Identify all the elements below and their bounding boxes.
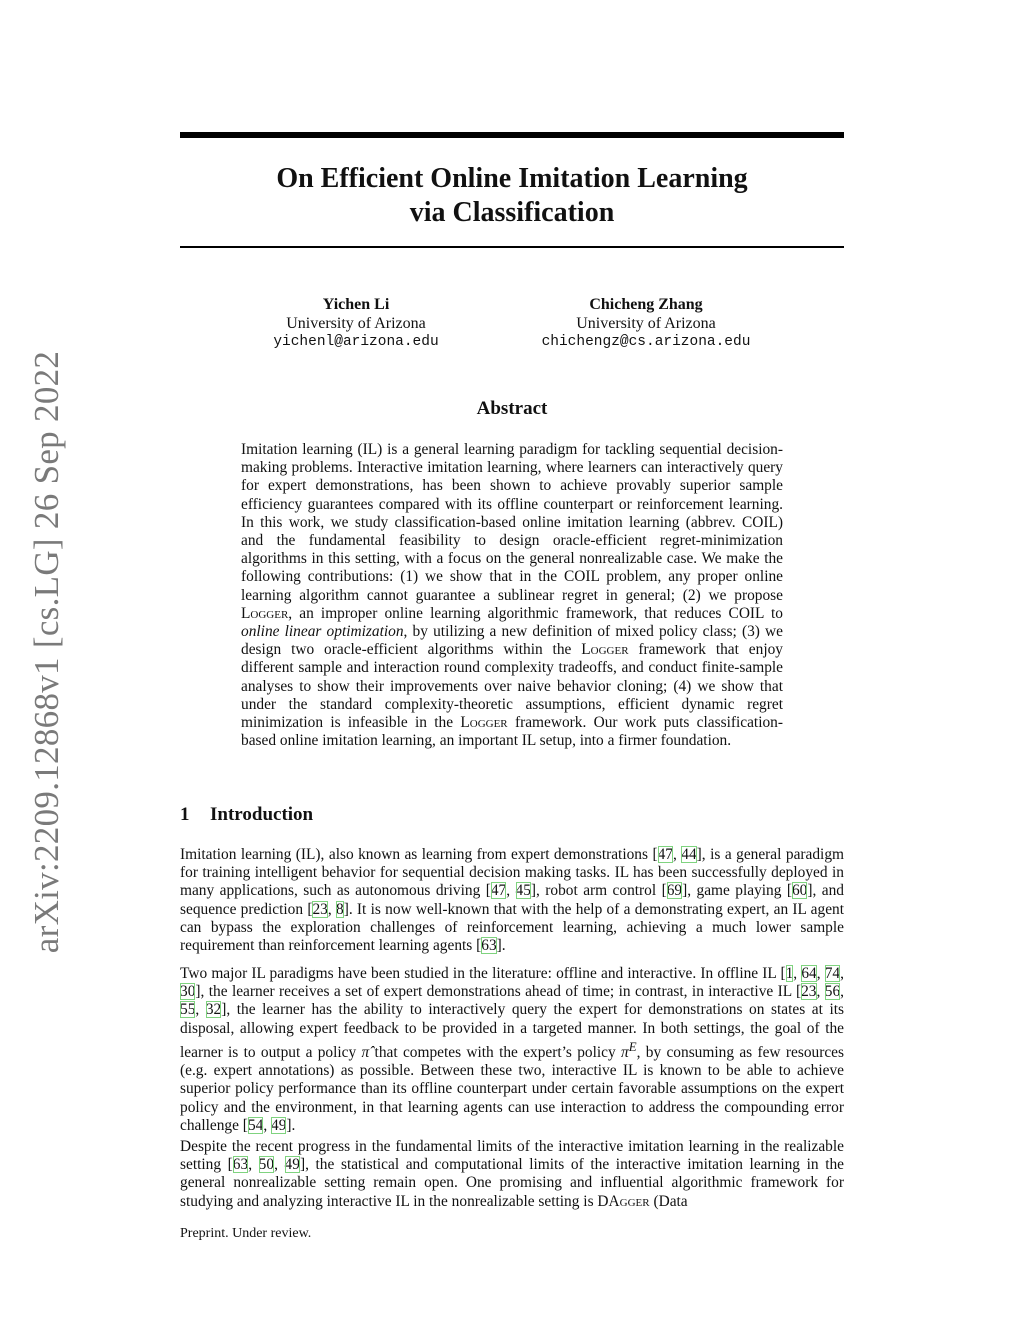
paragraph-text: ], the learner has the ability to interactively query the expert for demonstrations on states at its disposal, allowing expert feedback to be provided in a targeted manner. In both settings, the goal of the learner is to output a policy bbox=[180, 1001, 844, 1061]
citation-link[interactable]: 23 bbox=[801, 983, 817, 1001]
citation-link[interactable]: 56 bbox=[824, 983, 841, 1001]
citation-separator: , bbox=[248, 1156, 259, 1174]
logger-name: Logger bbox=[460, 714, 508, 732]
citation-separator: , bbox=[793, 965, 802, 982]
abstract-text: framework. Our work puts classification-based online imitation learning, an important IL setup, into a firmer foundation. bbox=[241, 714, 783, 750]
citation-link[interactable]: 44 bbox=[681, 846, 697, 863]
arxiv-sidebar-stamp bbox=[20, 0, 74, 1325]
citation-link[interactable]: 23 bbox=[312, 900, 328, 918]
paragraph-text: Despite the recent progress in the fundamental limits of the interactive imitation learning in the realizable setting [ bbox=[180, 1138, 844, 1174]
citation-link[interactable]: 63 bbox=[232, 1156, 249, 1174]
dagger-name: DAgger bbox=[597, 1192, 650, 1210]
citation-separator: , bbox=[327, 900, 336, 918]
arxiv-identifier: arXiv:2209.12868v1 [cs.LG] 26 Sep 2022 bbox=[27, 350, 66, 954]
citation-link[interactable]: 45 bbox=[515, 882, 531, 900]
paragraph-text: Imitation learning (IL), also known as learning from expert demonstrations [ bbox=[180, 846, 658, 863]
intro-paragraph-3 bbox=[180, 1138, 844, 1211]
expert-superscript: E bbox=[628, 1039, 637, 1054]
citation-link[interactable]: 49 bbox=[271, 1116, 287, 1134]
citation-separator: , bbox=[263, 1116, 272, 1134]
title-line-1: On Efficient Online Imitation Learning bbox=[276, 163, 748, 194]
paragraph-text: ], the learner receives a set of expert demonstrations ahead of time; in contrast, in interactive IL [ bbox=[195, 983, 802, 1001]
citation-separator: , bbox=[840, 983, 844, 1001]
abstract-body bbox=[241, 441, 783, 750]
title-rule-bottom bbox=[180, 246, 844, 248]
citation-separator: , bbox=[672, 846, 682, 863]
title-line-2: via Classification bbox=[409, 197, 615, 228]
citation-link[interactable]: 47 bbox=[490, 882, 507, 900]
citation-link[interactable]: 47 bbox=[657, 846, 673, 863]
section-number: 1 bbox=[180, 804, 190, 825]
paper-title bbox=[180, 162, 844, 230]
paragraph-text: Two major IL paradigms have been studied in the literature: offline and interactive. In offline IL [ bbox=[180, 965, 786, 982]
paragraph-text: that competes with the expert’s policy bbox=[369, 1043, 622, 1061]
footer-note: Preprint. Under review. bbox=[180, 1226, 312, 1241]
paragraph-text: ]. It is now well-known that with the help of a demonstrating expert, an IL agent can bypass the exploration challenges of reinforcement learning, achieving a much lower sample requirement than reinforcement learning agents [ bbox=[180, 900, 844, 955]
abstract-text: , by utilizing a new definition of mixed policy class; (3) we design two oracle-efficient algorithms within the bbox=[241, 623, 783, 659]
abstract-text: Imitation learning (IL) is a general learning paradigm for tackling sequential decision-making problems. Interactive imitation learning, where learners can interactively query for expert demonstrations, has been shown to achieve provably superior sample efficiency guarantees compared with its offline counterpart or reinforcement learning. In this work, we study classification-based online imitation learning (abbrev. COIL) and the fundamental feasibility to design oracle-efficient regret-minimization algorithms in this setting, with a focus on the general nonrealizable case. We make the following contributions: (1) we show that in the COIL problem, any proper online learning algorithm cannot guarantee a sublinear regret in general; (2) we propose bbox=[241, 441, 783, 604]
paragraph-text: ], the statistical and computational limits of the interactive imitation learning in the general nonrealizable setting remain open. One promising and influential algorithmic framework for studying and analyzing interactive IL in the nonrealizable setting is bbox=[180, 1156, 845, 1210]
paragraph-text: ], is a general paradigm for training intelligent behavior for sequential decision making tasks. IL has been successfully deployed in many applications, such as autonomous driving [ bbox=[180, 846, 844, 900]
citation-link[interactable]: 49 bbox=[284, 1156, 300, 1174]
citation-separator: , bbox=[195, 1001, 206, 1019]
logger-name: Logger bbox=[241, 604, 289, 622]
author-block-1 bbox=[206, 295, 506, 352]
citation-separator: , bbox=[840, 965, 844, 982]
title-rule-top bbox=[180, 132, 844, 138]
author-email: yichenl@arizona.edu bbox=[273, 334, 439, 350]
citation-link[interactable]: 50 bbox=[258, 1156, 275, 1174]
paragraph-text: ], and sequence prediction [ bbox=[180, 882, 844, 918]
section-title: Introduction bbox=[210, 804, 314, 825]
citation-link[interactable]: 1 bbox=[785, 965, 794, 982]
citation-link[interactable]: 30 bbox=[180, 983, 196, 1001]
citation-link[interactable]: 8 bbox=[335, 900, 344, 918]
citation-separator: , bbox=[274, 1156, 285, 1174]
citation-link[interactable]: 55 bbox=[180, 1001, 196, 1019]
citation-link[interactable]: 69 bbox=[666, 882, 683, 900]
author-affiliation: University of Arizona bbox=[576, 315, 716, 332]
author-affiliation: University of Arizona bbox=[286, 315, 426, 332]
citation-link[interactable]: 60 bbox=[791, 882, 808, 900]
paragraph-text: ]. bbox=[496, 937, 506, 955]
paragraph-text: ], game playing [ bbox=[682, 882, 792, 900]
abstract-heading: Abstract bbox=[476, 398, 548, 419]
citation-link[interactable]: 63 bbox=[481, 937, 497, 955]
author-name: Yichen Li bbox=[322, 296, 390, 313]
citation-link[interactable]: 32 bbox=[205, 1001, 222, 1019]
paragraph-text: ], robot arm control [ bbox=[530, 882, 667, 900]
policy-symbol: π bbox=[621, 1043, 629, 1061]
abstract-emphasis: online linear optimization bbox=[241, 623, 404, 641]
paragraph-text: , by consuming as few resources (e.g. expert annotations) as possible. Between these two, interactive IL is known to be able to achieve superior policy performance than its offline counterpart under certain favorable assumptions on the expert policy and the environment, in that learning agents can use interaction to address the compounding error challenge [ bbox=[180, 1043, 844, 1134]
citation-separator: , bbox=[816, 965, 825, 982]
citation-link[interactable]: 64 bbox=[801, 965, 817, 982]
intro-paragraph-2 bbox=[180, 965, 844, 1135]
abstract-text: , an improper online learning algorithmic framework, that reduces COIL to bbox=[288, 604, 783, 622]
author-name: Chicheng Zhang bbox=[589, 296, 703, 313]
author-block-2 bbox=[496, 295, 796, 352]
citation-separator: , bbox=[506, 882, 516, 900]
paragraph-text: ]. bbox=[286, 1116, 296, 1134]
citation-separator: , bbox=[816, 983, 825, 1001]
logger-name: Logger bbox=[581, 641, 629, 659]
abstract-text: framework that enjoy different sample and interaction round complexity tradeoffs, and conduct finite-sample analyses to show their improvements over naive behavior cloning; (4) we show that under the standard complexity-theoretic assumptions, efficient dynamic regret minimization is infeasible in the bbox=[241, 641, 783, 732]
author-email: chichengz@cs.arizona.edu bbox=[541, 334, 751, 350]
citation-link[interactable]: 54 bbox=[247, 1116, 264, 1134]
section-heading-introduction bbox=[180, 804, 313, 826]
intro-paragraph-1 bbox=[180, 846, 844, 955]
policy-symbol-hat: π̂ bbox=[361, 1043, 370, 1061]
paragraph-text: (Data bbox=[649, 1192, 688, 1210]
citation-link[interactable]: 74 bbox=[824, 965, 841, 982]
